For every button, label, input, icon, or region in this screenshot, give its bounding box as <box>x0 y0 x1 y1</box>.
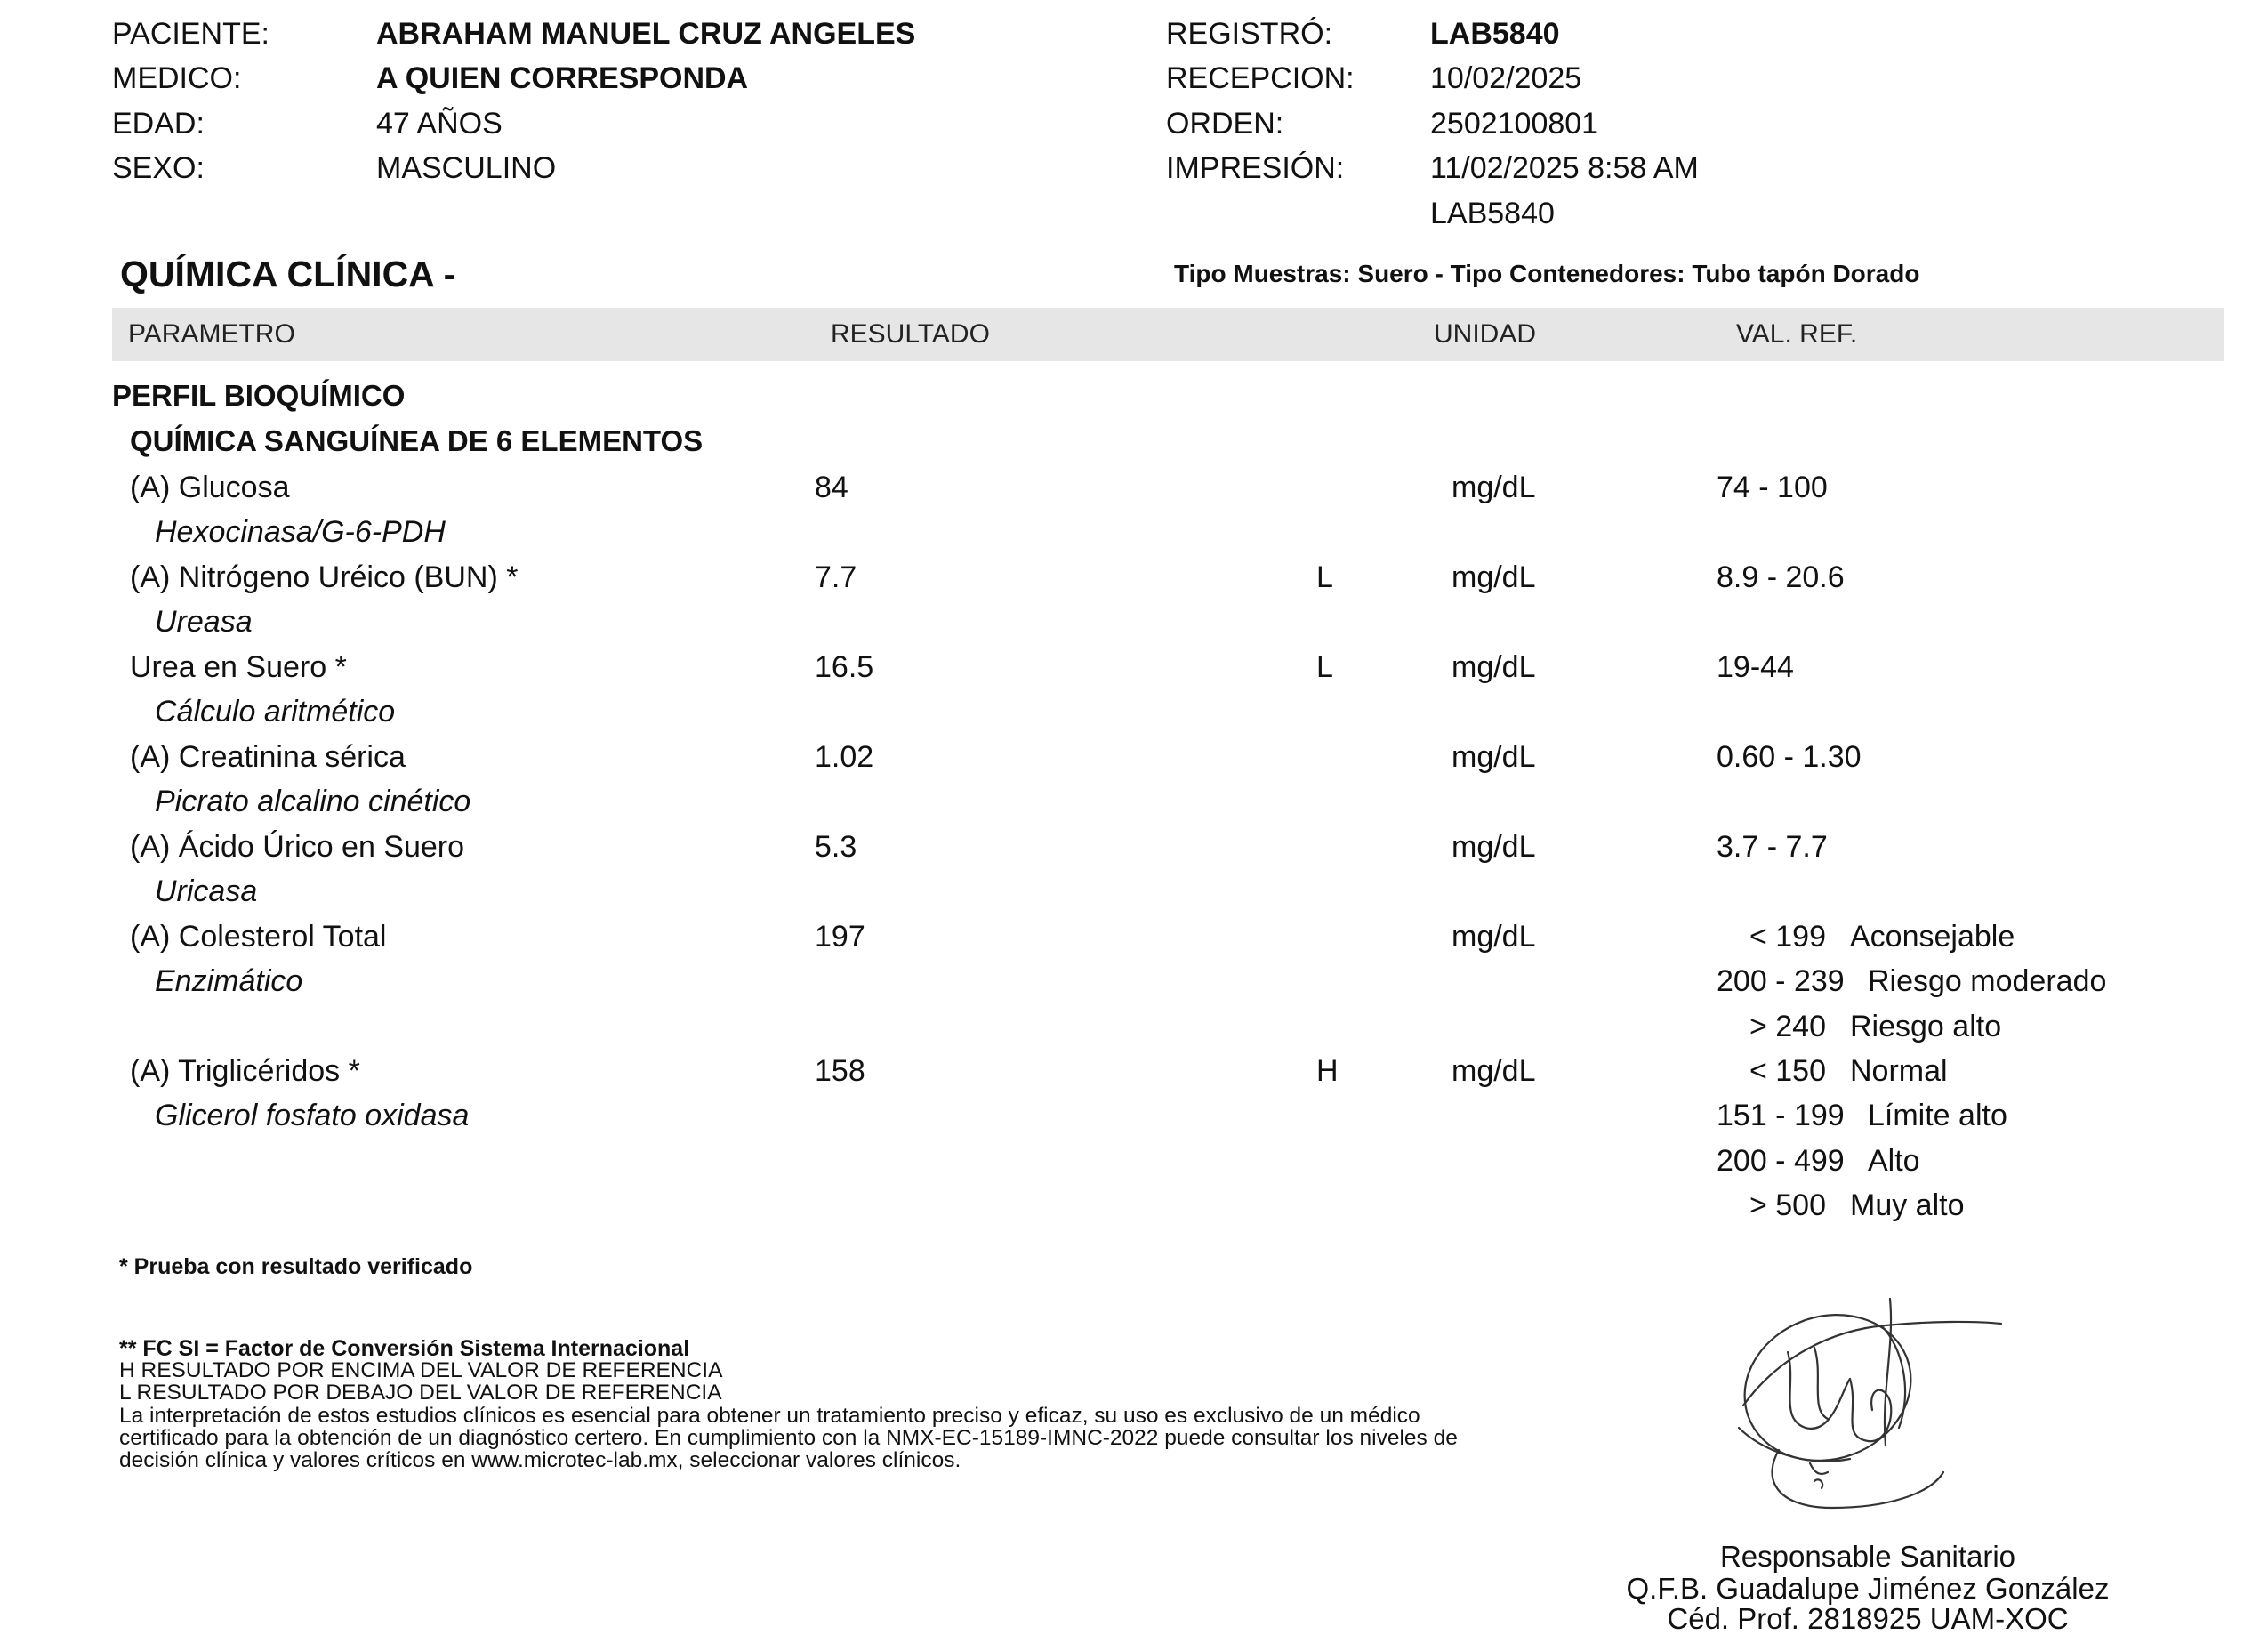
disclaimer-line-3: decisión clínica y valores críticos en www.microtec-lab.mx, seleccionar valores clínicos. <box>119 1448 961 1472</box>
recepcion-label: RECEPCION: <box>1166 61 1355 95</box>
ref-range: > 240 <box>1749 1010 1826 1043</box>
test-unit: mg/dL <box>1452 740 1536 774</box>
handwritten-signature <box>1725 1294 2010 1521</box>
test-name: Urea en Suero * <box>130 650 347 684</box>
test-method: Cálculo aritmético <box>155 695 396 729</box>
responsible-name: Q.F.B. Guadalupe Jiménez González <box>1626 1572 2110 1605</box>
test-method: Enzimático <box>155 964 303 998</box>
disclaimer-line-1: La interpretación de estos estudios clínicos es esencial para obtener un tratamiento preciso y eficaz, su uso es exclusivo de un médico <box>119 1404 1420 1428</box>
ref-range: 200 - 499 <box>1717 1144 1845 1178</box>
registro-value: LAB5840 <box>1430 17 1560 51</box>
paciente-value: ABRAHAM MANUEL CRUZ ANGELES <box>376 17 916 51</box>
l-note: L RESULTADO POR DEBAJO DEL VALOR DE REFERENCIA <box>119 1381 722 1405</box>
ref-label: Aconsejable <box>1850 920 2015 954</box>
ref-range: > 500 <box>1749 1188 1826 1222</box>
test-method: Hexocinasa/G-6-PDH <box>155 515 446 549</box>
test-method: Ureasa <box>155 605 253 639</box>
sexo-label: SEXO: <box>112 151 205 185</box>
test-unit: mg/dL <box>1452 471 1536 504</box>
h-note: H RESULTADO POR ENCIMA DEL VALOR DE REFERENCIA <box>119 1358 723 1382</box>
test-unit: mg/dL <box>1452 1054 1536 1088</box>
sample-type-info: Tipo Muestras: Suero - Tipo Contenedores: Tubo tapón Dorado <box>1174 260 1920 287</box>
ref-label: Riesgo alto <box>1850 1010 2002 1043</box>
edad-value: 47 AÑOS <box>376 107 503 141</box>
test-result: 1.02 <box>815 740 874 774</box>
col-parametro: PARAMETRO <box>128 319 295 349</box>
table-header <box>112 308 2224 361</box>
test-ref: 19-44 <box>1717 650 1794 684</box>
col-unidad: UNIDAD <box>1434 319 1537 349</box>
test-name: (A) Glucosa <box>130 471 290 504</box>
paciente-label: PACIENTE: <box>112 17 269 51</box>
section-title: QUÍMICA CLÍNICA - <box>120 254 456 294</box>
ref-label: Normal <box>1850 1054 1948 1088</box>
ref-range: < 199 <box>1749 920 1826 954</box>
recepcion-value: 10/02/2025 <box>1430 61 1582 95</box>
ref-label: Riesgo moderado <box>1868 964 2107 998</box>
col-val-ref: VAL. REF. <box>1736 319 1858 349</box>
orden-label: ORDEN: <box>1166 107 1284 141</box>
test-result: 158 <box>815 1054 865 1088</box>
test-name: (A) Ácido Úrico en Suero <box>130 830 465 864</box>
ref-range: 200 - 239 <box>1717 964 1845 998</box>
group-perfil: PERFIL BIOQUÍMICO <box>112 379 406 412</box>
fc-si-note: ** FC SI = Factor de Conversión Sistema Internacional <box>119 1336 690 1361</box>
test-name: (A) Colesterol Total <box>130 920 387 954</box>
test-flag: L <box>1316 560 1333 594</box>
extra-code: LAB5840 <box>1430 197 1555 230</box>
impresion-value: 11/02/2025 8:58 AM <box>1430 151 1699 185</box>
test-method: Glicerol fosfato oxidasa <box>155 1099 470 1132</box>
group-quimica: QUÍMICA SANGUÍNEA DE 6 ELEMENTOS <box>130 424 704 457</box>
test-ref: 0.60 - 1.30 <box>1717 740 1862 774</box>
ref-label: Límite alto <box>1868 1099 2007 1132</box>
medico-label: MEDICO: <box>112 61 242 95</box>
test-result: 16.5 <box>815 650 874 684</box>
ref-range: 151 - 199 <box>1717 1099 1845 1132</box>
test-ref: 8.9 - 20.6 <box>1717 560 1845 594</box>
responsible-role: Responsable Sanitario <box>1719 1540 2016 1573</box>
test-ref: 74 - 100 <box>1717 471 1828 504</box>
col-resultado: RESULTADO <box>831 319 990 349</box>
test-flag: H <box>1316 1054 1339 1088</box>
test-name: (A) Triglicéridos * <box>130 1054 360 1088</box>
test-flag: L <box>1316 650 1333 684</box>
medico-value: A QUIEN CORRESPONDA <box>376 61 749 95</box>
responsible-cedula: Céd. Prof. 2818925 UAM-XOC <box>1667 1602 2069 1635</box>
ref-range: < 150 <box>1749 1054 1826 1088</box>
ref-label: Alto <box>1868 1144 1920 1178</box>
test-method: Picrato alcalino cinético <box>155 785 471 818</box>
test-method: Uricasa <box>155 874 258 908</box>
test-unit: mg/dL <box>1452 920 1536 954</box>
impresion-label: IMPRESIÓN: <box>1166 151 1345 185</box>
test-name: (A) Nitrógeno Uréico (BUN) * <box>130 560 519 594</box>
test-result: 197 <box>815 920 865 954</box>
test-unit: mg/dL <box>1452 830 1536 864</box>
ref-label: Muy alto <box>1850 1188 1965 1222</box>
test-result: 84 <box>815 471 848 504</box>
verified-note: * Prueba con resultado verificado <box>119 1254 473 1279</box>
test-unit: mg/dL <box>1452 560 1536 594</box>
disclaimer-line-2: certificado para la obtención de un diagnóstico certero. En cumplimiento con la NMX-EC-15189-IMNC-2022 puede consultar los niveles de <box>119 1426 1458 1450</box>
sexo-value: MASCULINO <box>376 151 557 185</box>
registro-label: REGISTRÓ: <box>1166 17 1333 51</box>
orden-value: 2502100801 <box>1430 107 1599 141</box>
edad-label: EDAD: <box>112 107 205 141</box>
test-ref: 3.7 - 7.7 <box>1717 830 1828 864</box>
test-unit: mg/dL <box>1452 650 1536 684</box>
test-result: 5.3 <box>815 830 857 864</box>
test-result: 7.7 <box>815 560 857 594</box>
test-name: (A) Creatinina sérica <box>130 740 406 774</box>
